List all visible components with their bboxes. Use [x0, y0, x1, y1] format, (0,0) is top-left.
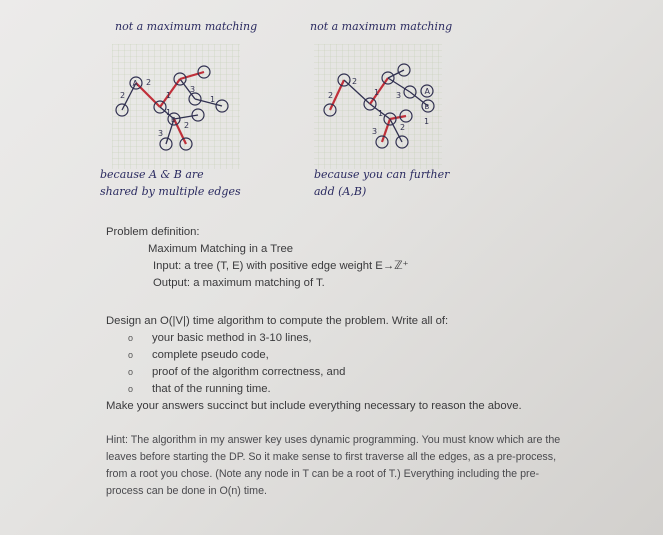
design-closing: Make your answers succinct but include everything necessary to reason the above. [106, 400, 522, 412]
edge-weight: 1 [378, 109, 384, 118]
figure-right-caption-1: because you can further [314, 168, 450, 181]
figure-left-caption-2: shared by multiple edges [100, 185, 241, 198]
design-item: that of the running time. [152, 383, 271, 395]
bullet-marker: o [128, 350, 134, 360]
edge-weight: 3 [158, 129, 164, 138]
edge-weight: 2 [328, 91, 334, 100]
hint-line: process can be done in O(n) time. [106, 485, 267, 497]
edge-weight: 2 [146, 78, 152, 87]
edge-weight: 3 [372, 127, 378, 136]
design-item: complete pseudo code, [152, 349, 269, 361]
design-item: your basic method in 3-10 lines, [152, 332, 312, 344]
problem-name: Maximum Matching in a Tree [148, 243, 294, 255]
edge-weight: 1 [374, 88, 380, 97]
edge-weight: 3 [190, 85, 196, 94]
figure-right [300, 20, 540, 210]
edge-weight: 3 [396, 91, 402, 100]
edge-weight: 1 [166, 108, 172, 117]
figure-left-title: not a maximum matching [115, 20, 258, 33]
design-intro: Design an O(|V|) time algorithm to compute the problem. Write all of: [106, 315, 449, 327]
node-label-a: A [424, 87, 430, 96]
tree-diagram-right [300, 20, 540, 210]
node-label-b: B [171, 116, 176, 124]
node-label-b: B [424, 103, 430, 111]
edge-weight: 2 [400, 123, 406, 132]
bullet-marker: o [128, 333, 134, 343]
edge-weight: 2 [120, 91, 126, 100]
figure-left-caption-1: because A & B are [100, 168, 204, 181]
edge-weight: 1 [424, 117, 430, 126]
design-item: proof of the algorithm correctness, and [152, 366, 346, 378]
figure-right-caption-2: add (A,B) [314, 185, 367, 198]
problem-output: Output: a maximum matching of T. [153, 277, 325, 289]
edge-weight: 1 [210, 95, 216, 104]
figure-right-title: not a maximum matching [310, 20, 453, 33]
hint-line: from a root you chose. (Note any node in T can be a root of T.) Everything including the pre- [106, 468, 540, 480]
problem-input: Input: a tree (T, E) with positive edge weight E→ℤ⁺ [153, 260, 409, 272]
bullet-marker: o [128, 367, 134, 377]
hint-line: leaves before starting the DP. So it make sense to first traverse all the edges, as a pre-process, [106, 451, 557, 463]
hint-line: Hint: The algorithm in my answer key uses dynamic programming. You must know which are the [106, 434, 561, 446]
problem-heading: Problem definition: [106, 226, 200, 238]
edge-weight: 2 [352, 77, 358, 86]
bullet-marker: o [128, 384, 134, 394]
node-label-a: A [132, 79, 138, 88]
edge-weight: 2 [184, 121, 190, 130]
edge-weight: 1 [166, 91, 172, 100]
